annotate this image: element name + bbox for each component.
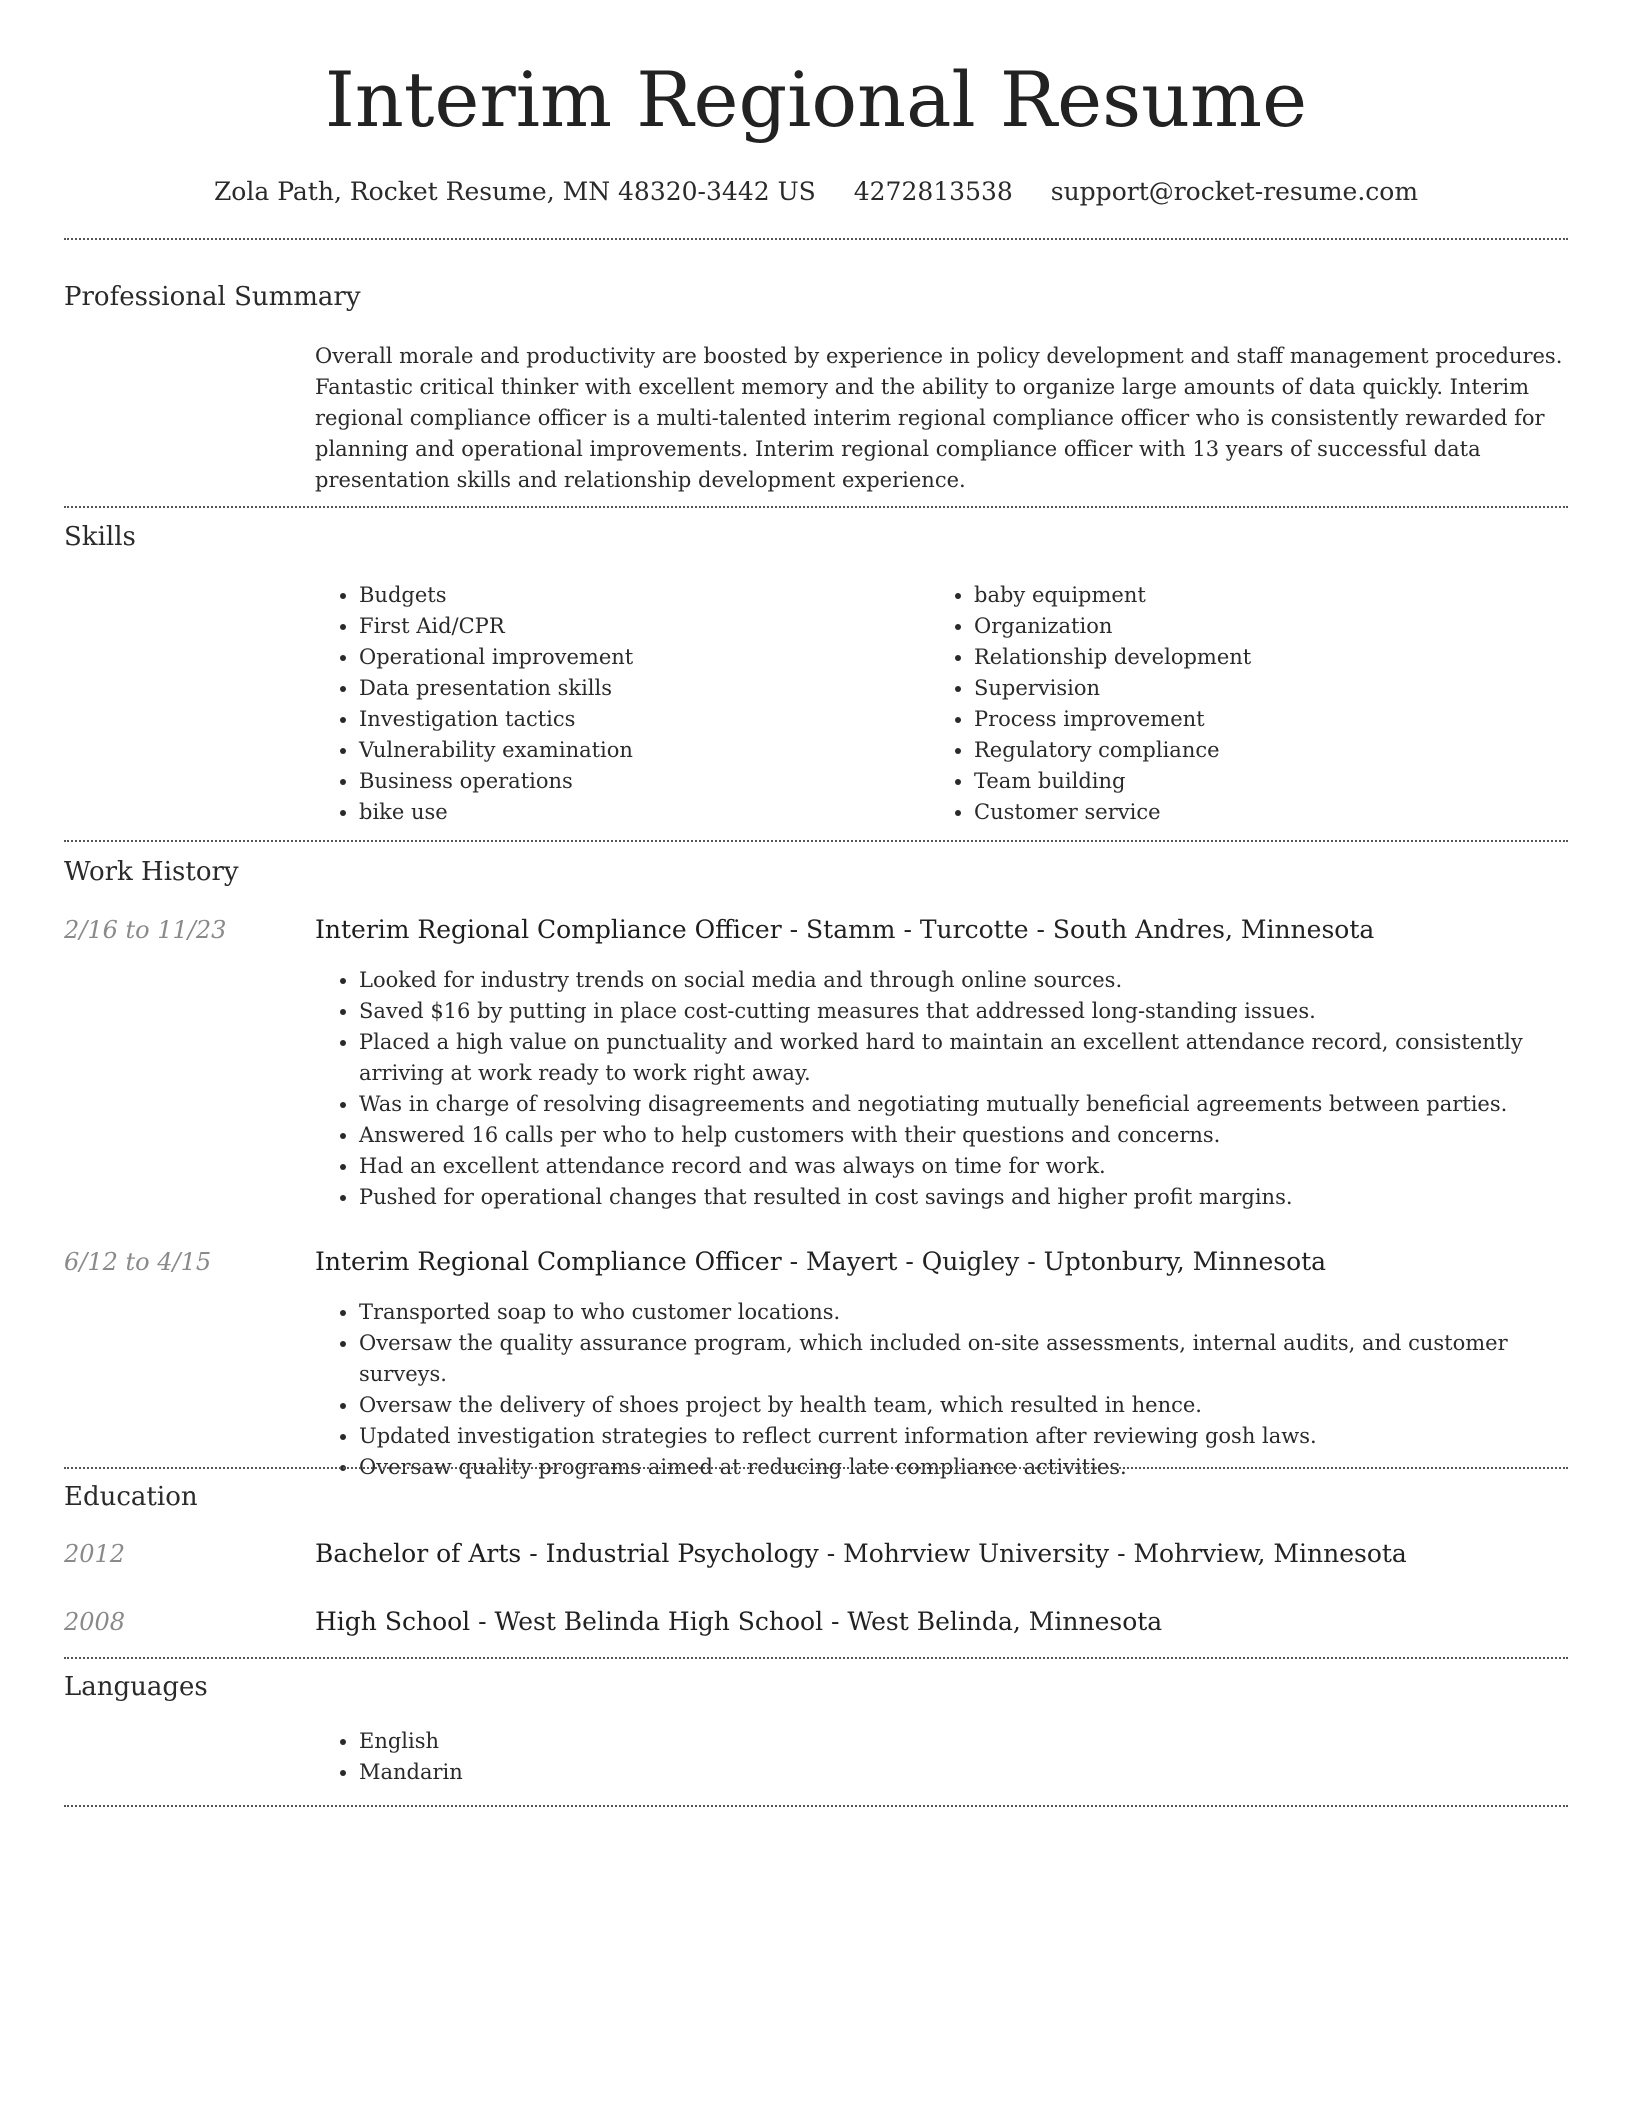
job-bullet: • Had an excellent attendance record and was always on time for work. <box>359 1151 1568 1182</box>
job-title <box>315 914 1374 946</box>
languages-list <box>315 1726 1568 1788</box>
language-item: • English <box>359 1726 1568 1757</box>
skill-item: • Operational improvement <box>359 642 915 673</box>
skill-item: • bike use <box>359 797 915 828</box>
contact-phone: 4272813538 <box>853 177 1013 206</box>
summary-text: Overall morale and productivity are boosted by experience in policy development and staff management procedures. Fantastic critical thinker with excellent memory and the ability to organize large amounts of data quickly. Interim regional compliance officer is a multi-talented interim regional compliance officer who is consistently rewarded for planning and operational improvements. Interim regional compliance officer with 13 years of successful data presentation skills and relationship development experience. <box>315 344 1563 492</box>
job-bullets <box>315 1297 1568 1483</box>
languages-heading: Languages <box>64 1672 208 1702</box>
education-school: Mohrview University - Mohrview, Minnesota <box>843 1539 1407 1568</box>
job-title <box>315 1246 1326 1278</box>
job-dates: 2/16 to 11/23 <box>64 916 227 944</box>
job-bullet: • Updated investigation strategies to reflect current information after reviewing gosh laws. <box>359 1421 1568 1452</box>
title-separator: - <box>818 1539 844 1568</box>
contact-line <box>0 176 1632 208</box>
section-divider <box>64 1657 1568 1659</box>
job-bullets <box>315 965 1568 1213</box>
skill-item: • Organization <box>974 611 1560 642</box>
education-degree: High School <box>315 1607 471 1636</box>
summary-heading: Professional Summary <box>64 282 361 312</box>
job-bullet: • Looked for industry trends on social media and through online sources. <box>359 965 1568 996</box>
job-bullet: • Answered 16 calls per who to help customers with their questions and concerns. <box>359 1120 1568 1151</box>
skill-item: • First Aid/CPR <box>359 611 915 642</box>
title-separator: - <box>781 1247 807 1276</box>
work-history-heading: Work History <box>64 857 239 887</box>
resume-name: Interim Regional Resume <box>324 55 1308 144</box>
skill-item: • Investigation tactics <box>359 704 915 735</box>
job-bullet: • Transported soap to who customer locations. <box>359 1297 1568 1328</box>
skill-item: • Business operations <box>359 766 915 797</box>
skill-item: • Vulnerability examination <box>359 735 915 766</box>
education-heading: Education <box>64 1482 198 1512</box>
job-bullet: • Pushed for operational changes that resulted in cost savings and higher profit margins. <box>359 1182 1568 1213</box>
job-company: Stamm - Turcotte - South Andres, Minnesota <box>806 915 1375 944</box>
skill-item: • Customer service <box>974 797 1560 828</box>
education-entry <box>315 1606 1162 1638</box>
section-divider <box>64 840 1568 842</box>
skills-heading: Skills <box>64 522 136 552</box>
job-bullet: • Oversaw the delivery of shoes project by health team, which resulted in hence. <box>359 1390 1568 1421</box>
job-position: Interim Regional Compliance Officer <box>315 1247 782 1276</box>
job-position: Interim Regional Compliance Officer <box>315 915 782 944</box>
job-bullet: • Oversaw quality programs aimed at reducing late compliance activities. <box>359 1452 1568 1483</box>
job-company: Mayert - Quigley - Uptonbury, Minnesota <box>806 1247 1327 1276</box>
skill-item: • Supervision <box>974 673 1560 704</box>
job-bullet: • Placed a high value on punctuality and worked hard to maintain an excellent attendance record, consistently arriving at work ready to work right away. <box>359 1027 1568 1089</box>
section-divider <box>64 1805 1568 1807</box>
education-school: West Belinda High School - West Belinda, Minnesota <box>494 1607 1163 1636</box>
section-divider <box>64 1467 1568 1469</box>
skill-item: • baby equipment <box>974 580 1560 611</box>
education-entry <box>315 1538 1407 1570</box>
title-separator: - <box>470 1607 495 1636</box>
contact-address: Zola Path, Rocket Resume, MN 48320-3442 US <box>213 177 816 206</box>
skill-item: • Relationship development <box>974 642 1560 673</box>
language-item: • Mandarin <box>359 1757 1568 1788</box>
title-separator: - <box>781 915 807 944</box>
skill-item: • Budgets <box>359 580 915 611</box>
job-bullet: • Oversaw the quality assurance program, which included on-site assessments, internal audits, and customer surveys. <box>359 1328 1568 1390</box>
contact-email: support@rocket-resume.com <box>1050 177 1419 206</box>
section-divider <box>64 238 1568 240</box>
section-divider <box>64 506 1568 508</box>
education-degree: Bachelor of Arts - Industrial Psychology <box>315 1539 819 1568</box>
job-bullet: • Saved $16 by putting in place cost-cutting measures that addressed long-standing issues. <box>359 996 1568 1027</box>
skills-column-left <box>315 580 915 828</box>
education-year: 2008 <box>64 1608 126 1636</box>
job-dates: 6/12 to 4/15 <box>64 1248 212 1276</box>
skill-item: • Team building <box>974 766 1560 797</box>
skill-item: • Process improvement <box>974 704 1560 735</box>
job-bullet: • Was in charge of resolving disagreements and negotiating mutually beneficial agreements between parties. <box>359 1089 1568 1120</box>
skill-item: • Data presentation skills <box>359 673 915 704</box>
skill-item: • Regulatory compliance <box>974 735 1560 766</box>
skills-column-right <box>930 580 1560 828</box>
education-year: 2012 <box>64 1540 126 1568</box>
